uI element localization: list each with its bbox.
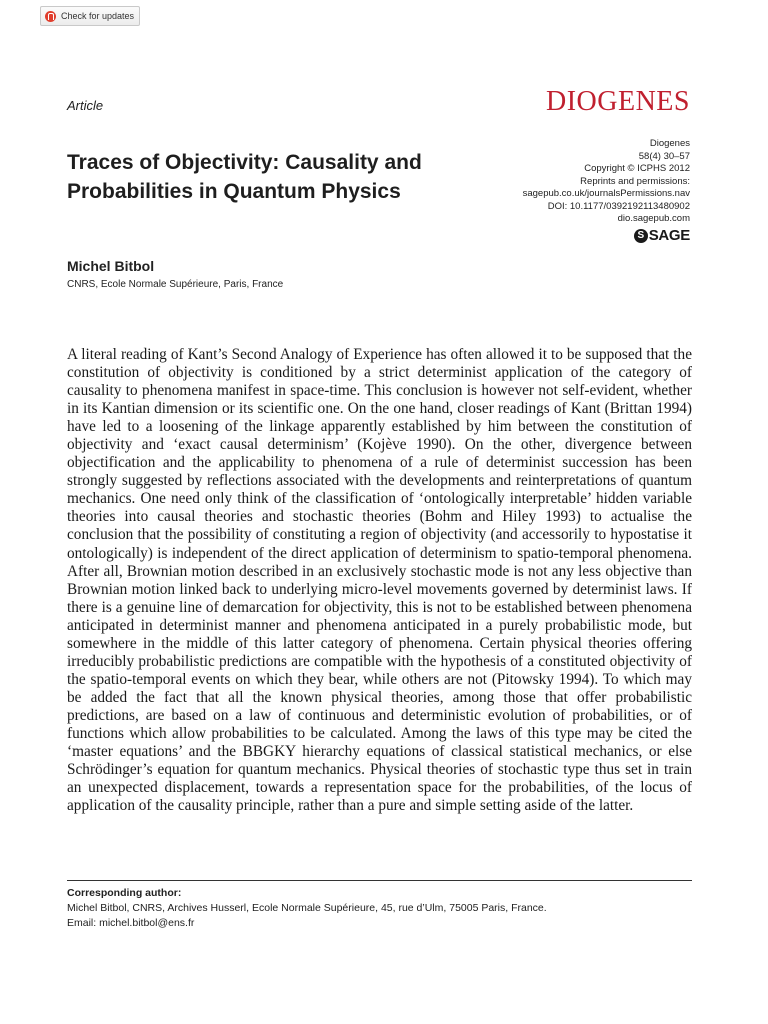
journal-name: DIOGENES bbox=[546, 86, 690, 117]
abstract-text: A literal reading of Kant’s Second Analogy of Experience has often allowed it to be supposed that the constitution of objectivity is conditioned by a strict determinist application of the category of causality to phenomena manifest in space-time. This conclusion is however not self-evident, whether in its Kantian dimension or its scientific one. On the one hand, closer readings of Kant (Brittan 1994) have led to a loosening of the linkage apparently established by him between the constitution of objectivity and ‘exact causal determinism’ (Kojève 1990). On the other, divergence between objectification and the applicability to phenomena of a rule of determinist succession has been strongly suggested by reflections associated with the developments and reinterpretations of quantum mechanics. One need only think of the classification of ‘ontologically interpretable’ hidden variable theories into causal theories and stochastic theories (Bohm and Hiley 1993) to actualise the conclusion that the possibility of constituting a region of objectivity (and accessorily to hypostatise it ontologically) is independent of the direct application of determinism to spatio-temporal phenomena. After all, Brownian motion described in an exclusively stochastic mode is not any less objective than Brownian motion linked back to underlying micro-level movements governed by determinist laws. If there is a genuine line of demarcation for objectivity, this is not to be established between phenomena anticipated in determinist manner and phenomena anticipated in a purely probabilistic mode, but somewhere in the middle of this latter category of phenomena. Certain physical theories offering irreducibly probabilistic predictions are compatible with the hypothesis of a constituted objectivity of the spatio-temporal events on which they bear, while others are not (Pitowsky 1994). To which may be added the fact that all the known physical theories, among those that offer probabilistic predictions, are based on a law of continuous and deterministic evolution of probabilities, or of functions which allow probabilities to be calculated. Among the laws of this type may be cited the ‘master equations’ and the BBGKY hierarchy equations of classical statistical mechanics, or else Schrödinger’s equation for quantum mechanics. Physical theories of stochastic type thus set in train an unexpected displacement, towards a representation space for the probabilities, of the locus of application of the causality principle, rather than a pure and simple setting aside of the latter. bbox=[67, 346, 692, 815]
meta-reprints: Reprints and permissions: bbox=[580, 175, 690, 187]
footnote-email[interactable]: Email: michel.bitbol@ens.fr bbox=[67, 917, 195, 929]
check-for-updates-label: Check for updates bbox=[61, 11, 135, 21]
sage-logo bbox=[634, 227, 690, 244]
meta-journal: Diogenes bbox=[649, 138, 690, 149]
author-name: Michel Bitbol bbox=[67, 258, 155, 274]
article-type-label: Article bbox=[67, 98, 104, 113]
article-title: Traces of Objectivity: Causality and Probabilities in Quantum Physics bbox=[67, 151, 422, 203]
meta-permissions-link[interactable]: sagepub.co.uk/journalsPermissions.nav bbox=[522, 188, 690, 199]
sage-logo-text: SAGE bbox=[648, 227, 690, 244]
author-affiliation: CNRS, Ecole Normale Supérieure, Paris, France bbox=[67, 279, 284, 290]
meta-volume: 58(4) 30–57 bbox=[638, 150, 690, 162]
check-updates-icon bbox=[45, 11, 56, 22]
sage-logo-icon: S bbox=[634, 229, 648, 243]
footnote-divider bbox=[67, 880, 692, 881]
meta-journal-url[interactable]: dio.sagepub.com bbox=[617, 213, 690, 224]
check-for-updates-button[interactable] bbox=[40, 6, 140, 26]
footnote-address: Michel Bitbol, CNRS, Archives Husserl, Ecole Normale Supérieure, 45, rue d’Ulm, 75005 Paris, France. bbox=[67, 902, 547, 914]
publication-meta bbox=[523, 138, 690, 226]
footnote-heading: Corresponding author: bbox=[67, 887, 182, 899]
corresponding-author-footnote bbox=[67, 886, 547, 931]
meta-copyright: Copyright © ICPHS 2012 bbox=[584, 163, 690, 174]
meta-doi[interactable]: DOI: 10.1177/0392192113480902 bbox=[547, 200, 690, 212]
